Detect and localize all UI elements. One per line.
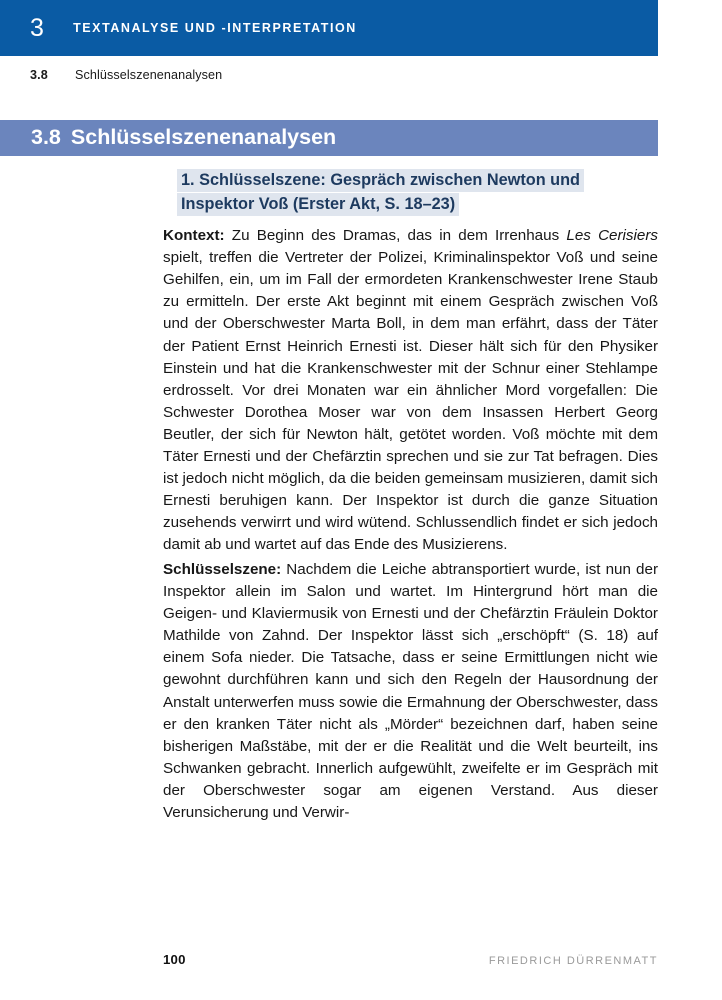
page-number: 100 — [163, 952, 186, 967]
footer-book-title: FRIEDRICH DÜRRENMATT — [488, 955, 658, 967]
page-footer — [163, 952, 658, 967]
scene-heading-line-1: 1. Schlüsselszene: Gespräch zwischen Newton und — [177, 169, 584, 192]
running-head — [30, 68, 222, 82]
chapter-header-bar — [0, 0, 658, 56]
scene-heading-line-2: Inspektor Voß (Erster Akt, S. 18–23) — [177, 193, 459, 216]
running-head-number: 3.8 — [30, 68, 48, 82]
paragraph-schluesselszene-text-1: Nachdem die Leiche abtransportiert wurde, ist nun der Inspektor allein im Salon und wartet. Im Hintergrund hört man die Geigen- und Klaviermusik von Ernesti und der Chefärztin Fräulein Doktor Mathilde von Zahnd. Der Inspektor lässt sich „erschöpft“ (S. 18) auf einem Sofa nieder. Die Tatsache, dass er seine Ermittlungen nicht wie gewohnt durchführen kann und sich den Regeln der Hausordnung der Anstalt unterwerfen muss sowie die Ermahnung der Oberschwester, dass er den kranken Täter nicht als „Mörder“ bezeichnen darf, haben seine bisherigen Maßstäbe, mit der er die Realität und die Welt beurteilt, ins Schwanken gebracht. Innerlich aufgewühlt, zweifelte er im Gespräch mit der Oberschwester sogar am eigenen Verstand. Aus dieser Verunsicherung und Verwir- — [163, 561, 658, 821]
paragraph-schluesselszene — [163, 559, 658, 824]
section-number: 3.8 — [31, 125, 61, 150]
paragraph-kontext — [163, 225, 658, 556]
chapter-number: 3 — [30, 13, 45, 42]
scene-heading — [163, 168, 658, 216]
chapter-title: TEXTANALYSE UND -INTERPRETATION — [73, 20, 357, 35]
content-column — [163, 168, 658, 824]
paragraph-kontext-text-1: Zu Beginn des Dramas, das in dem Irrenhaus — [224, 227, 567, 245]
paragraph-schluesselszene-label: Schlüsselszene: — [163, 561, 282, 579]
paragraph-kontext-italic: Les Cerisiers — [566, 227, 658, 245]
paragraph-kontext-label: Kontext: — [163, 227, 225, 245]
section-title: Schlüsselszenenanalysen — [70, 125, 337, 150]
paragraph-kontext-text-2: spielt, treffen die Vertreter der Polizei, Kriminalinspektor Voß und seine Gehilfen, ein, um im Fall der ermordeten Krankenschwester Irene Staub zu ermitteln. Der erste Akt beginnt mit einem Gespräch zwischen Voß und der Oberschwester Marta Boll, in dem man erfährt, dass der Täter der Patient Ernst Heinrich Ernesti ist. Dieser hält sich für den Physiker Einstein und hat die Krankenschwester mit der Schnur einer Stehlampe erdrosselt. Vor drei Monaten war ein ähnlicher Mord vorgefallen: Die Schwester Dorothea Moser war von dem Insassen Herbert Georg Beutler, der sich für Newton hält, getötet worden. Voß möchte mit dem Täter Ernesti und der Chefärztin sprechen und sie zur Tat befragen. Dies ist jedoch nicht möglich, da die beiden gemeinsam musizieren, damit sich Ernesti beruhigen kann. Der Inspektor ist durch die ganze Situation zusehends verwirrt und wird wütend. Schlussendlich findet er sich jedoch damit ab und wartet auf das Ende des Musizierens. — [163, 249, 658, 554]
section-heading-bar — [0, 120, 658, 156]
running-head-label: Schlüsselszenenanalysen — [75, 68, 223, 82]
